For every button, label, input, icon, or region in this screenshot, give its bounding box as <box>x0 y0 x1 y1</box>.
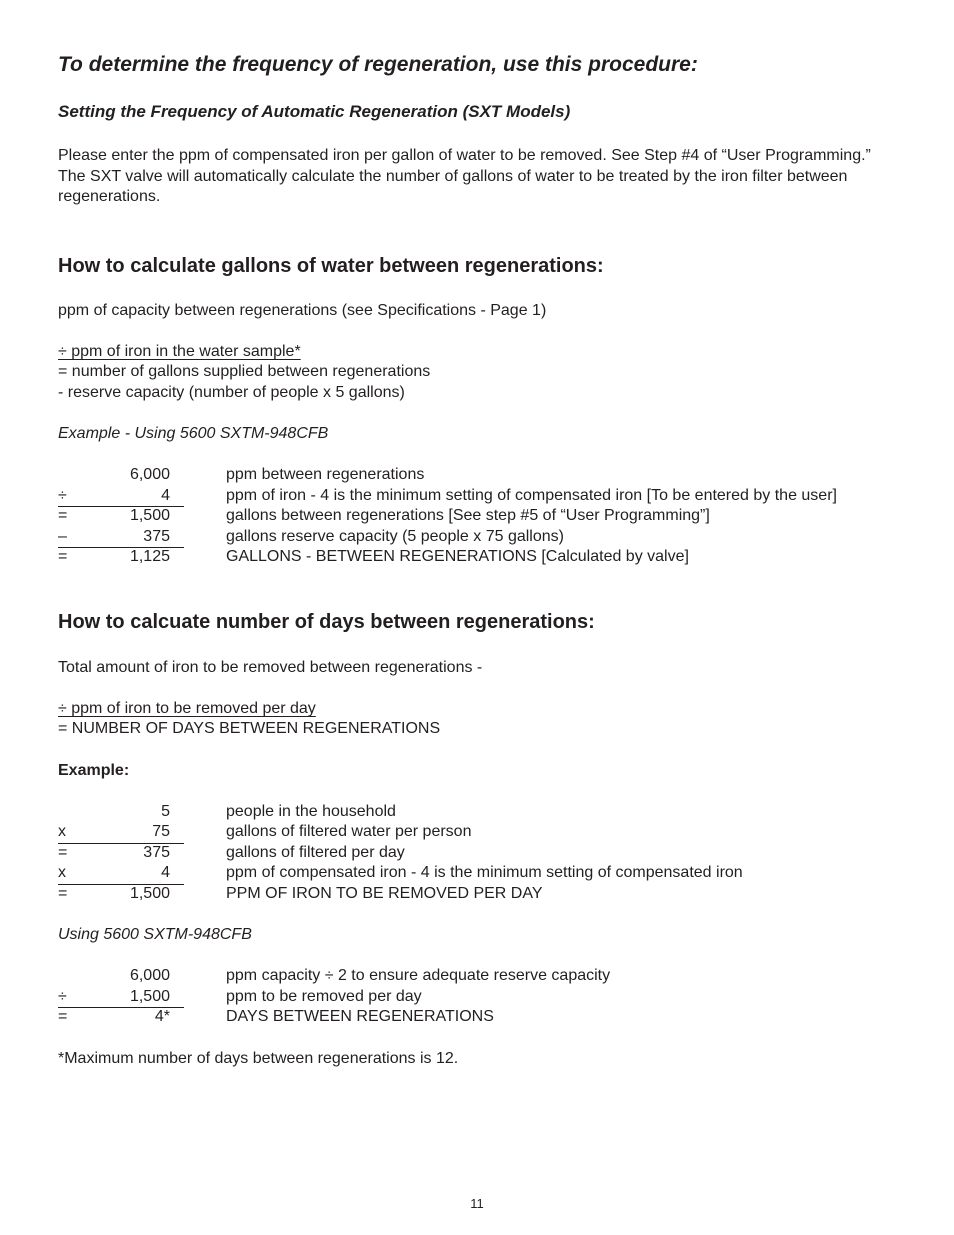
calc-operator: ÷ <box>58 487 67 504</box>
calc-value: 6,000 <box>129 967 170 984</box>
calc-operator: x <box>58 864 66 881</box>
calc-value: 1,500 <box>129 988 170 1005</box>
calc-description: ppm of iron - 4 is the minimum setting of compensated iron [To be entered by the user] <box>226 487 837 504</box>
formula-line: ppm of capacity between regenerations (see Specifications - Page 1) <box>58 302 547 319</box>
calc-row <box>0 843 954 864</box>
formula-line: = NUMBER OF DAYS BETWEEN REGENERATIONS <box>58 720 441 737</box>
calc-description: GALLONS - BETWEEN REGENERATIONS [Calculated by valve] <box>226 548 689 565</box>
calc-operator: ÷ <box>58 988 67 1005</box>
page-number: 11 <box>470 1196 484 1211</box>
calc-value: 4 <box>161 864 170 881</box>
page-title: To determine the frequency of regeneration, use this procedure: <box>58 53 698 76</box>
calc-operator: = <box>58 548 68 565</box>
calc-description: ppm to be removed per day <box>226 988 422 1005</box>
calc-operator: = <box>58 885 68 902</box>
calc-operator: – <box>58 528 67 545</box>
formula-line: ÷ ppm of iron in the water sample* <box>58 343 301 360</box>
calc-operator: = <box>58 844 68 861</box>
using-label: Using 5600 SXTM-948CFB <box>58 926 252 943</box>
calc-row <box>0 966 954 987</box>
calc-row <box>0 802 954 823</box>
formula-line: - reserve capacity (number of people x 5 gallons) <box>58 384 405 401</box>
calc-row <box>0 486 954 507</box>
formula-line: Total amount of iron to be removed between regenerations - <box>58 659 483 676</box>
calc-value: 4* <box>154 1008 170 1025</box>
calc-operator: x <box>58 823 66 840</box>
calc-description: gallons of filtered per day <box>226 844 405 861</box>
calc-value: 375 <box>143 844 170 861</box>
calc-description: ppm between regenerations <box>226 466 425 483</box>
formula-line: = number of gallons supplied between regenerations <box>58 363 431 380</box>
calc-description: gallons reserve capacity (5 people x 75 gallons) <box>226 528 564 545</box>
calc-row <box>0 465 954 486</box>
calc-value: 4 <box>161 487 170 504</box>
calc-row <box>0 987 954 1008</box>
example-label: Example: <box>58 762 130 779</box>
calc-row <box>0 547 954 568</box>
calc-description: gallons between regenerations [See step #5 of “User Programming”] <box>226 507 710 524</box>
calc-row <box>0 884 954 905</box>
footnote: *Maximum number of days between regenerations is 12. <box>58 1050 459 1067</box>
calc-operator: = <box>58 1008 68 1025</box>
calc-operator: = <box>58 507 68 524</box>
calc-description: PPM OF IRON TO BE REMOVED PER DAY <box>226 885 543 902</box>
calc-description: ppm of compensated iron - 4 is the minimum setting of compensated iron <box>226 864 743 881</box>
calc-row <box>0 527 954 548</box>
calc-row <box>0 1007 954 1028</box>
calc-row <box>0 822 954 843</box>
calc-description: DAYS BETWEEN REGENERATIONS <box>226 1008 494 1025</box>
calc-value: 1,500 <box>129 885 170 902</box>
calc-description: people in the household <box>226 803 396 820</box>
calc-description: gallons of filtered water per person <box>226 823 472 840</box>
calc-value: 375 <box>143 528 170 545</box>
calc-description: ppm capacity ÷ 2 to ensure adequate reserve capacity <box>226 967 611 984</box>
intro-paragraph: Please enter the ppm of compensated iron per gallon of water to be removed. See Step #4 of “User Programming.” The SXT valve will automatically calculate the number of gallons of water to be treated by the iron filter between regenerations. <box>58 147 871 205</box>
formula-line: ÷ ppm of iron to be removed per day <box>58 700 316 717</box>
calc-value: 5 <box>161 803 170 820</box>
calc-row <box>0 863 954 884</box>
calc-value: 1,125 <box>129 548 170 565</box>
gallons-section-title: How to calculate gallons of water between regenerations: <box>58 255 604 277</box>
calc-value: 6,000 <box>129 466 170 483</box>
calc-row <box>0 506 954 527</box>
calc-value: 75 <box>152 823 170 840</box>
example-label: Example - Using 5600 SXTM-948CFB <box>58 425 329 442</box>
days-section-title: How to calcuate number of days between regenerations: <box>58 611 595 633</box>
section-subtitle: Setting the Frequency of Automatic Regeneration (SXT Models) <box>58 102 571 121</box>
calc-value: 1,500 <box>129 507 170 524</box>
